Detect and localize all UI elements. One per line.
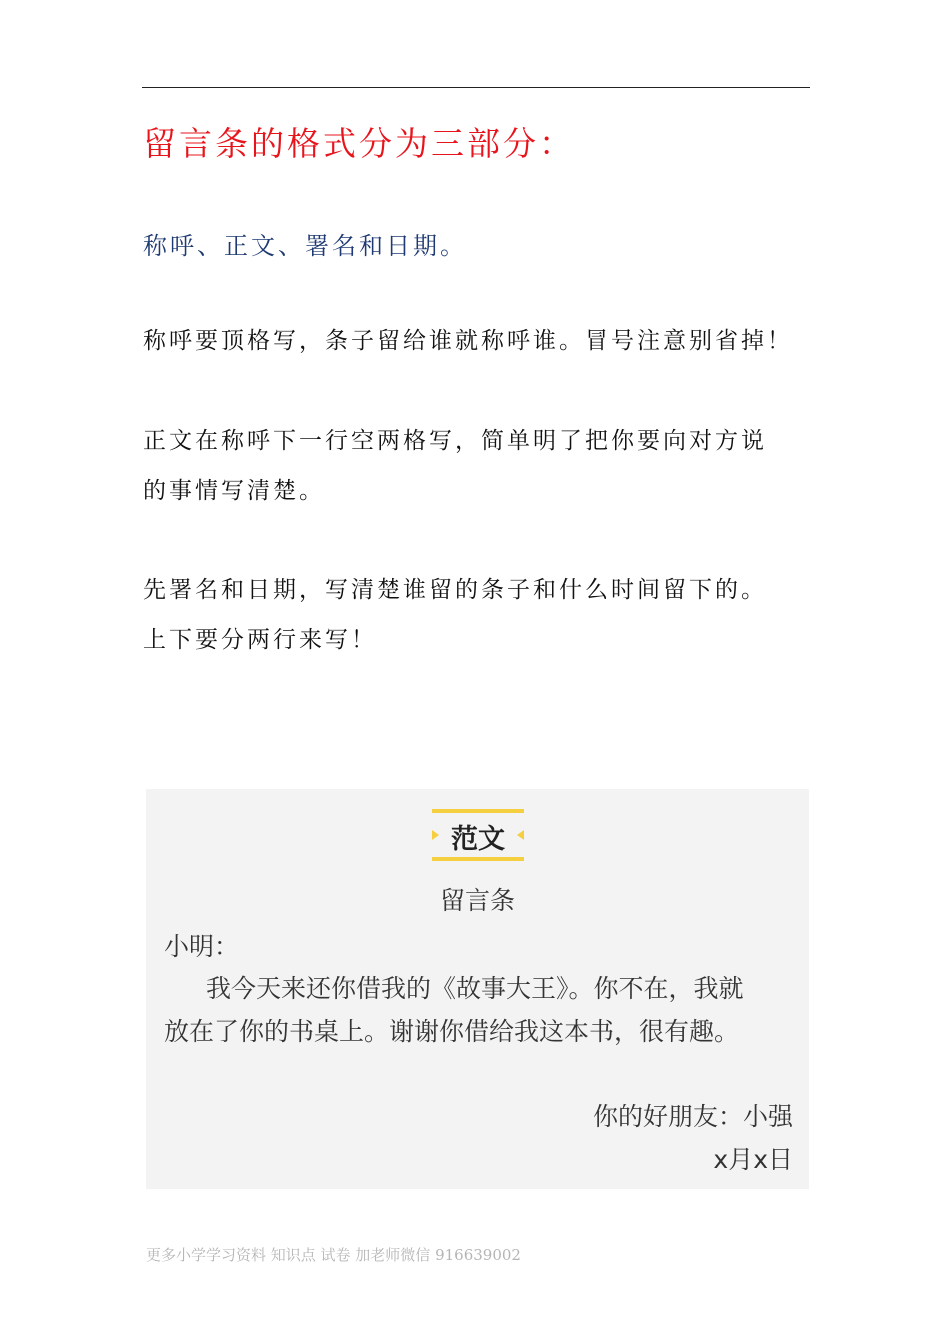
header-rule	[142, 87, 810, 88]
example-body-line: 放在了你的书桌上。谢谢你借给我这本书，很有趣。	[164, 1017, 740, 1046]
example-greeting: 小明：	[164, 932, 240, 961]
example-badge	[432, 809, 524, 861]
example-date: x月x日	[713, 1145, 793, 1174]
example-title: 留言条	[439, 886, 515, 915]
example-signature: 你的好朋友：小强	[592, 1102, 793, 1131]
paragraph-line: 先署名和日期，写清楚谁留的条子和什么时间留下的。	[143, 577, 767, 603]
footer-note: 更多小学学习资料 知识点 试卷 加老师微信 916639002	[146, 1246, 521, 1264]
example-body-line: 我今天来还你借我的《故事大王》。你不在，我就	[206, 974, 744, 1003]
paragraph-line: 称呼要顶格写，条子留给谁就称呼谁。冒号注意别省掉！	[143, 328, 793, 354]
badge-label: 范文	[451, 824, 505, 855]
paragraph-line: 正文在称呼下一行空两格写，简单明了把你要向对方说	[143, 428, 767, 454]
paragraph-line: 上下要分两行来写！	[143, 627, 377, 653]
paragraph-greeting-rule	[143, 316, 793, 366]
paragraph-body-rule	[143, 416, 767, 516]
page-title: 留言条的格式分为三部分：	[143, 124, 575, 163]
paragraph-line: 的事情写清楚。	[143, 478, 325, 504]
badge-top-line	[432, 809, 524, 813]
paragraph-signature-rule	[143, 565, 767, 665]
section-subtitle: 称呼、正文、署名和日期。	[143, 232, 467, 260]
example-card	[146, 789, 809, 1189]
badge-bottom-line	[432, 857, 524, 861]
